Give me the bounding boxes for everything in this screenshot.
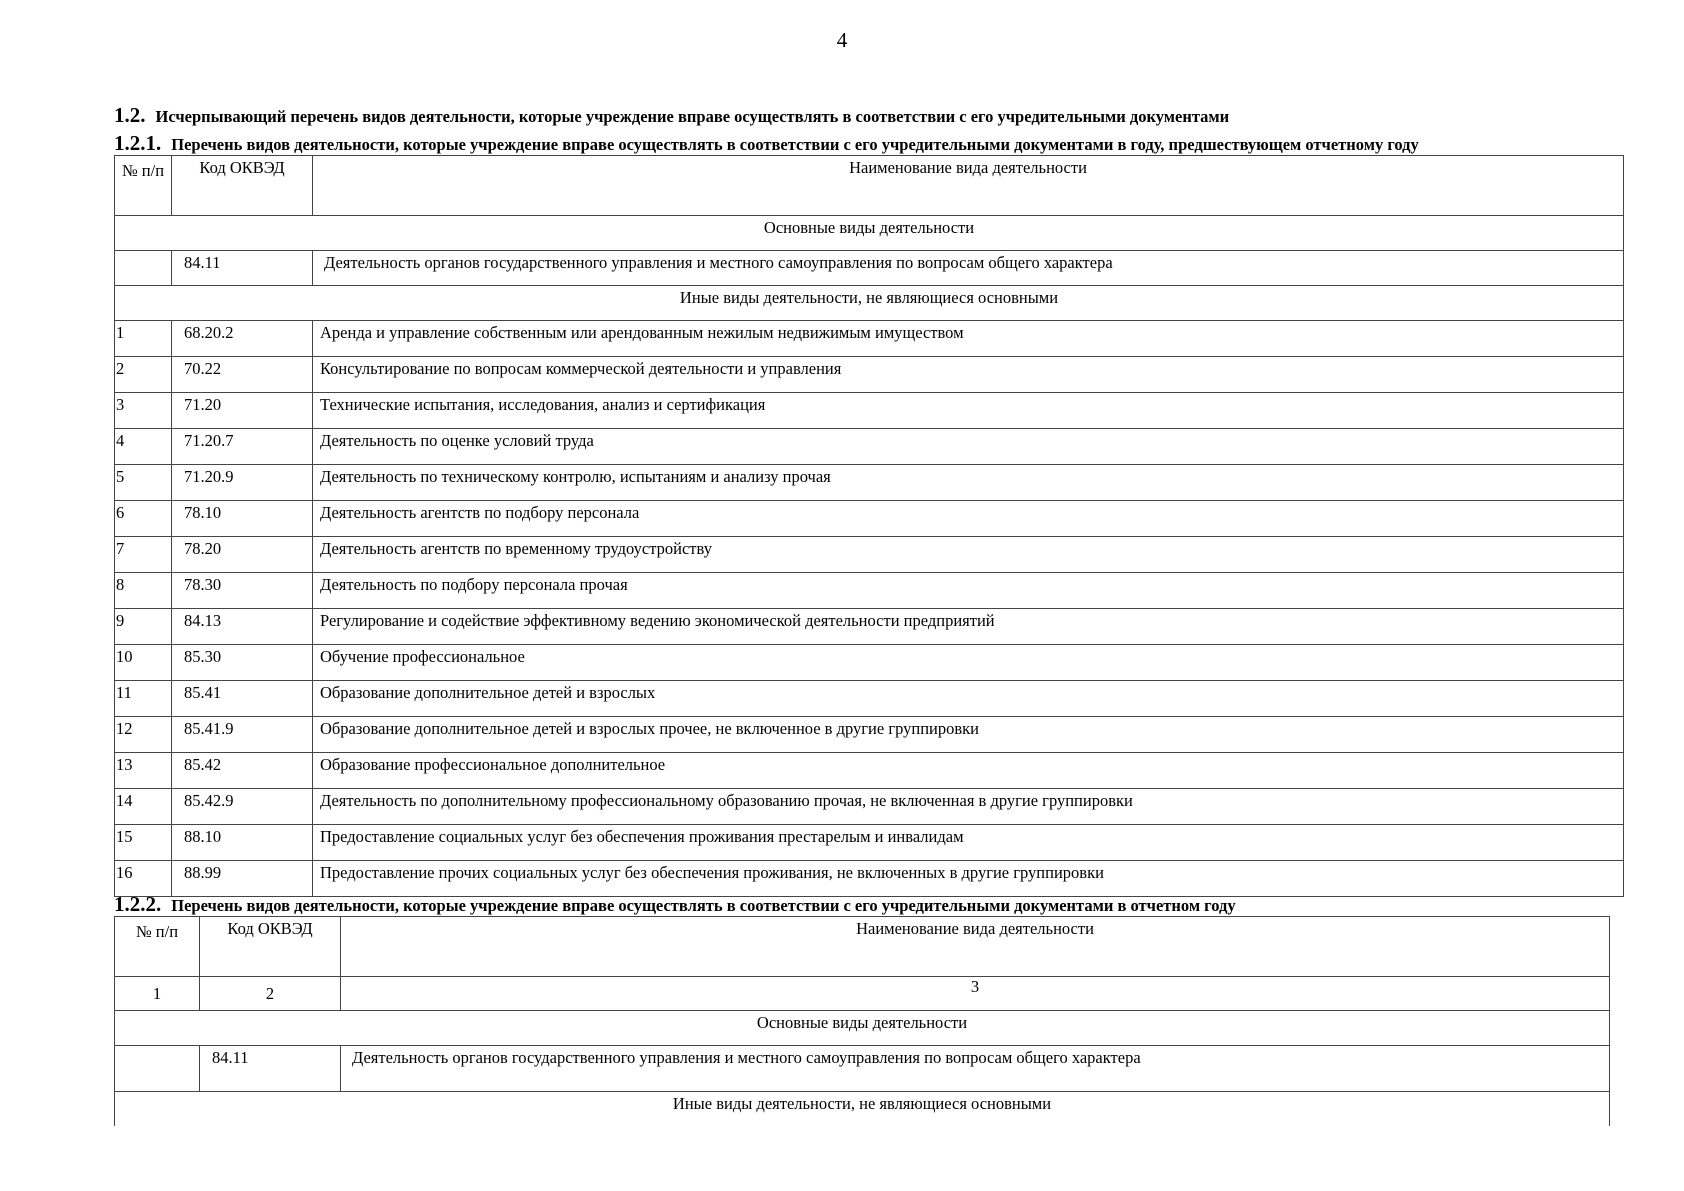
row-code: 84.11	[200, 1046, 341, 1092]
row-code: 78.20	[172, 537, 313, 573]
section-1-2-heading	[114, 103, 1229, 128]
row-code: 70.22	[172, 357, 313, 393]
row-code: 71.20	[172, 393, 313, 429]
row-num: 3	[115, 393, 172, 429]
table-row	[115, 609, 1624, 645]
row-name: Деятельность по подбору персонала прочая	[313, 573, 1624, 609]
column-number: 3	[341, 977, 1610, 1011]
row-code: 85.42.9	[172, 789, 313, 825]
row-name: Консультирование по вопросам коммерческой деятельности и управления	[313, 357, 1624, 393]
activities-table-reporting-year	[114, 916, 1610, 1126]
row-name: Регулирование и содействие эффективному ведению экономической деятельности предприятий	[313, 609, 1624, 645]
table-row	[115, 645, 1624, 681]
section-title: Перечень видов деятельности, которые учреждение вправе осуществлять в соответствии с его учредительными документами в году, предшествующем отчетному году	[171, 135, 1419, 154]
row-num: 12	[115, 717, 172, 753]
section-number: 1.2.	[114, 103, 146, 127]
row-num: 5	[115, 465, 172, 501]
table-row	[115, 789, 1624, 825]
row-code: 78.30	[172, 573, 313, 609]
header-num: № п/п	[115, 917, 200, 977]
section-title: Перечень видов деятельности, которые учреждение вправе осуществлять в соответствии с его учредительными документами в отчетном году	[171, 896, 1236, 915]
row-name: Деятельность агентств по временному трудоустройству	[313, 537, 1624, 573]
row-num: 8	[115, 573, 172, 609]
row-code: 85.41	[172, 681, 313, 717]
row-name: Деятельность агентств по подбору персонала	[313, 501, 1624, 537]
section-1-2-1-heading	[114, 131, 1419, 156]
row-num	[115, 1046, 200, 1092]
row-num	[115, 251, 172, 286]
table-row	[115, 429, 1624, 465]
table-row	[115, 753, 1624, 789]
row-name: Образование дополнительное детей и взрослых прочее, не включенное в другие группировки	[313, 717, 1624, 753]
row-num: 13	[115, 753, 172, 789]
row-code: 68.20.2	[172, 321, 313, 357]
row-code: 84.13	[172, 609, 313, 645]
row-num: 16	[115, 861, 172, 897]
section-label: Иные виды деятельности, не являющиеся основными	[115, 1092, 1610, 1126]
header-name: Наименование вида деятельности	[313, 156, 1624, 216]
row-name: Деятельность органов государственного управления и местного самоуправления по вопросам общего характера	[313, 251, 1624, 286]
section-label: Иные виды деятельности, не являющиеся основными	[115, 286, 1624, 321]
table-row	[115, 321, 1624, 357]
row-code: 85.41.9	[172, 717, 313, 753]
other-rows	[115, 321, 1624, 897]
row-code: 71.20.7	[172, 429, 313, 465]
table-header-row	[115, 917, 1610, 977]
row-code: 71.20.9	[172, 465, 313, 501]
section-row-other	[115, 1092, 1610, 1126]
row-name: Обучение профессиональное	[313, 645, 1624, 681]
section-title: Исчерпывающий перечень видов деятельности, которые учреждение вправе осуществлять в соответствии с его учредительными документами	[155, 107, 1230, 126]
header-code: Код ОКВЭД	[200, 917, 341, 977]
section-row-main	[115, 216, 1624, 251]
row-num: 10	[115, 645, 172, 681]
row-num: 15	[115, 825, 172, 861]
row-name: Деятельность по оценке условий труда	[313, 429, 1624, 465]
section-number: 1.2.1.	[114, 131, 162, 155]
table-row	[115, 251, 1624, 286]
row-num: 2	[115, 357, 172, 393]
row-code: 88.99	[172, 861, 313, 897]
column-number: 2	[200, 977, 341, 1011]
header-name: Наименование вида деятельности	[341, 917, 1610, 977]
row-num: 9	[115, 609, 172, 645]
header-num: № п/п	[115, 156, 172, 216]
section-label: Основные виды деятельности	[115, 216, 1624, 251]
section-row-main	[115, 1011, 1610, 1046]
section-1-2-2-heading	[114, 892, 1236, 917]
table-row	[115, 357, 1624, 393]
row-name: Деятельность по техническому контролю, испытаниям и анализу прочая	[313, 465, 1624, 501]
table-row	[115, 1046, 1610, 1092]
table-row	[115, 681, 1624, 717]
table-row	[115, 573, 1624, 609]
row-name: Образование дополнительное детей и взрослых	[313, 681, 1624, 717]
table-header-row	[115, 156, 1624, 216]
row-name: Технические испытания, исследования, анализ и сертификация	[313, 393, 1624, 429]
row-name: Предоставление социальных услуг без обеспечения проживания престарелым и инвалидам	[313, 825, 1624, 861]
activities-table-previous-year	[114, 155, 1624, 897]
row-name: Образование профессиональное дополнительное	[313, 753, 1624, 789]
row-num: 7	[115, 537, 172, 573]
table-row	[115, 465, 1624, 501]
table-row	[115, 393, 1624, 429]
row-num: 11	[115, 681, 172, 717]
row-num: 6	[115, 501, 172, 537]
row-name: Деятельность органов государственного управления и местного самоуправления по вопросам общего характера	[341, 1046, 1610, 1092]
table-row	[115, 537, 1624, 573]
row-name: Аренда и управление собственным или арендованным нежилым недвижимым имуществом	[313, 321, 1624, 357]
section-row-other	[115, 286, 1624, 321]
table-row	[115, 717, 1624, 753]
row-num: 14	[115, 789, 172, 825]
row-code: 84.11	[172, 251, 313, 286]
row-code: 78.10	[172, 501, 313, 537]
row-code: 85.42	[172, 753, 313, 789]
section-number: 1.2.2.	[114, 892, 162, 916]
section-label: Основные виды деятельности	[115, 1011, 1610, 1046]
row-code: 85.30	[172, 645, 313, 681]
row-name: Деятельность по дополнительному профессиональному образованию прочая, не включенная в другие группировки	[313, 789, 1624, 825]
page-number: 4	[836, 28, 848, 52]
table-row	[115, 501, 1624, 537]
row-code: 88.10	[172, 825, 313, 861]
header-code: Код ОКВЭД	[172, 156, 313, 216]
row-num: 4	[115, 429, 172, 465]
row-num: 1	[115, 321, 172, 357]
column-number-row	[115, 977, 1610, 1011]
row-name: Предоставление прочих социальных услуг без обеспечения проживания, не включенных в другие группировки	[313, 861, 1624, 897]
column-number: 1	[115, 977, 200, 1011]
table-row	[115, 825, 1624, 861]
